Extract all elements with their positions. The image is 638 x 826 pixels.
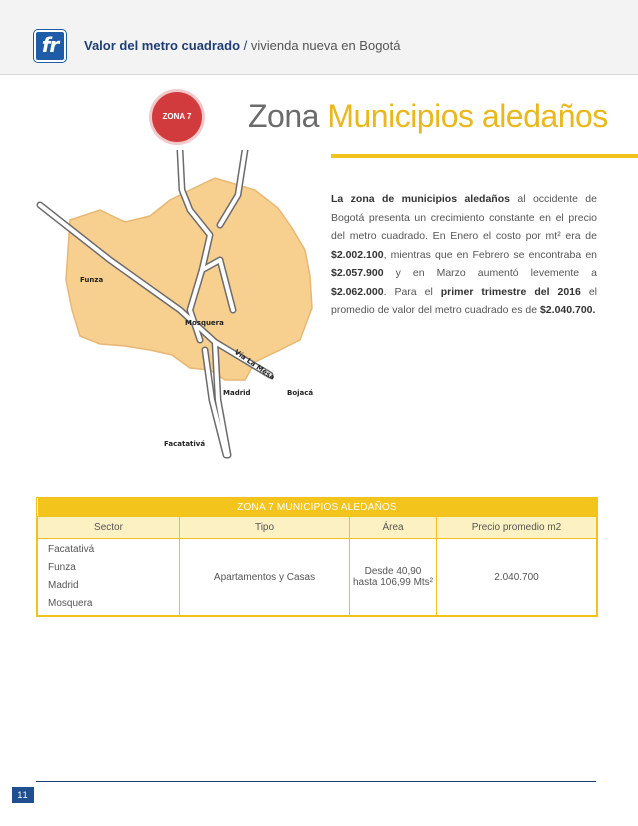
- table-header-precio: Precio promedio m2: [437, 517, 597, 539]
- footer-divider: [36, 781, 596, 782]
- table-header-tipo: Tipo: [180, 517, 350, 539]
- period-label: primer trimestre del 2016: [440, 285, 581, 298]
- price-february: $2.057.900: [331, 267, 384, 279]
- list-item: Facatativá: [48, 544, 95, 555]
- map-label-mosquera: Mosquera: [185, 319, 224, 327]
- header-title-separator: /: [240, 38, 251, 53]
- table-header-sector: Sector: [38, 517, 180, 539]
- map-label-madrid: Madrid: [223, 389, 251, 397]
- zone-description-text-5: el promedio de valor del metro cuadrado es de: [331, 285, 597, 316]
- list-item: Funza: [48, 562, 76, 573]
- title-underline: [331, 154, 638, 158]
- price-march: $2.062.000: [331, 285, 384, 298]
- header-title-light: vivienda nueva en Bogotá: [250, 38, 401, 53]
- area-line-2: hasta 106,99 Mts²: [352, 577, 434, 588]
- zone-description-text-4: . Para el: [383, 285, 441, 298]
- header-title: [84, 38, 401, 53]
- map-label-via-la-mesa: Vía La Mesa: [232, 348, 277, 382]
- map-label-facatativa: Facatativá: [164, 440, 206, 448]
- zone-description-text-1: al occidente de Bogotá presenta un crecimiento constante en el precio del metro cuadrado. En Enero el costo por mt² era de: [331, 193, 597, 242]
- page-number: 11: [12, 787, 34, 803]
- map-label-funza: Funza: [80, 276, 104, 284]
- page-header: [0, 0, 638, 75]
- sector-list: [38, 539, 180, 616]
- area-line-1: Desde 40,90: [364, 566, 422, 577]
- list-item: Madrid: [48, 580, 79, 591]
- header-title-strong: Valor del metro cuadrado: [84, 38, 241, 53]
- zone-description-text-2: , mientras que en Febrero se encontraba en: [383, 248, 597, 261]
- map-label-bojaca: Bojacá: [287, 389, 314, 397]
- zona-badge: ZONA 7: [152, 92, 202, 142]
- zone-description-lead: La zona de municipios aledaños: [331, 193, 510, 205]
- area-cell: [350, 539, 437, 616]
- price-january: $2.002.100: [331, 248, 384, 261]
- price-average: $2.040.700.: [539, 304, 596, 316]
- section-title: [248, 98, 608, 135]
- table-caption: ZONA 7 MUNICIPIOS ALEDAÑOS: [38, 498, 597, 517]
- zone-description: [331, 190, 597, 320]
- section-title-word: Zona: [248, 98, 319, 134]
- fr-logo: fr: [34, 30, 66, 62]
- precio-cell: 2.040.700: [437, 539, 597, 616]
- section-title-name: Municipios aledaños: [327, 98, 608, 134]
- zone-map: [30, 150, 322, 460]
- list-item: Mosquera: [48, 598, 93, 609]
- table-row: [38, 539, 597, 616]
- tipo-cell: Apartamentos y Casas: [180, 539, 350, 616]
- zone-table: [36, 497, 598, 617]
- table-header-area: Área: [350, 517, 437, 539]
- zone-description-text-3: y en Marzo aumentó levemente a: [383, 267, 597, 279]
